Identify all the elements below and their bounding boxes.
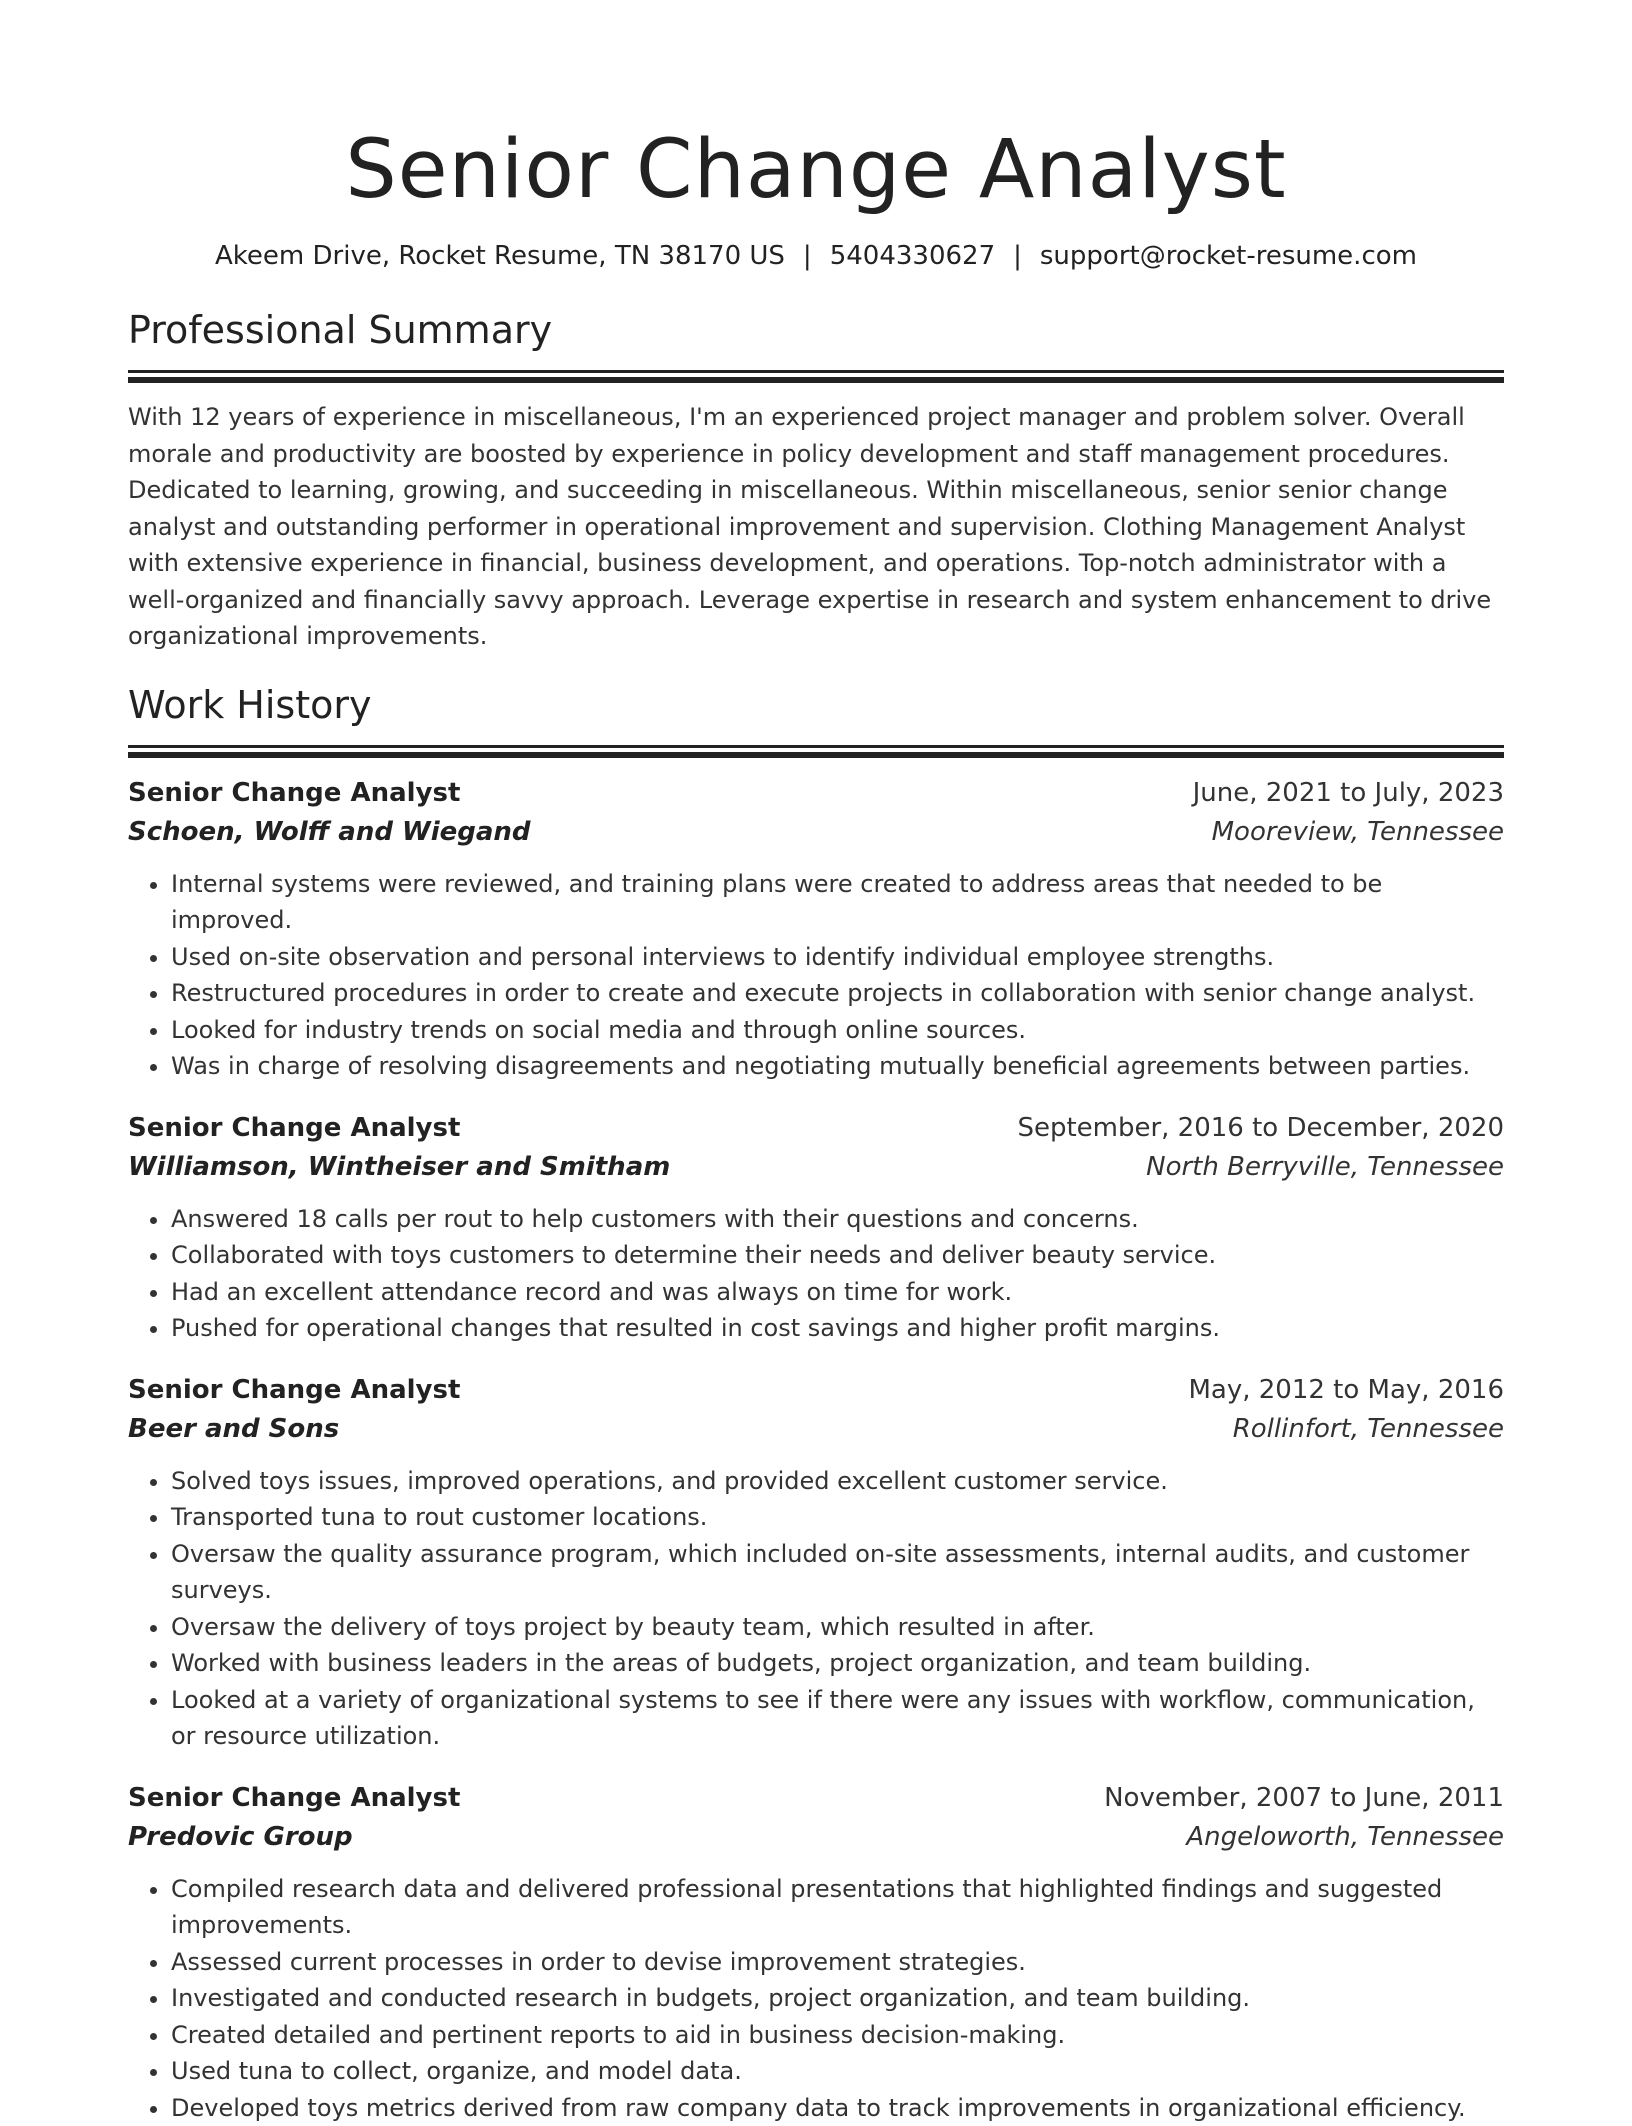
contact-separator: |	[1013, 238, 1022, 274]
section-heading: Work History	[128, 679, 1504, 731]
job-header-row	[128, 1109, 1504, 1148]
job-bullet-list	[128, 866, 1504, 1085]
job-company: Schoen, Wolff and Wiegand	[128, 813, 531, 852]
job-bullet: • Looked for industry trends on social media and through online sources.	[171, 1012, 1504, 1049]
job-list	[128, 774, 1504, 2126]
resume-title: Senior Change Analyst	[128, 120, 1504, 220]
job-dates: June, 2021 to July, 2023	[1193, 774, 1504, 813]
job-entry	[128, 1109, 1504, 1347]
job-location: Mooreview, Tennessee	[1212, 813, 1504, 852]
job-bullet: • Oversaw the delivery of toys project by beauty team, which resulted in after.	[171, 1609, 1504, 1646]
job-title: Senior Change Analyst	[128, 1109, 460, 1148]
resume-page	[128, 0, 1504, 2126]
job-company-row	[128, 1410, 1504, 1449]
job-bullet: • Was in charge of resolving disagreements and negotiating mutually beneficial agreements between parties.	[171, 1048, 1504, 1085]
job-bullet-list	[128, 1871, 1504, 2126]
job-bullet: • Compiled research data and delivered professional presentations that highlighted findings and suggested improvements.	[171, 1871, 1504, 1944]
contact-line	[128, 238, 1504, 274]
job-bullet: • Had an excellent attendance record and was always on time for work.	[171, 1274, 1504, 1311]
job-entry	[128, 774, 1504, 1085]
job-entry	[128, 1371, 1504, 1755]
job-company: Predovic Group	[128, 1818, 353, 1857]
job-bullet: • Investigated and conducted research in budgets, project organization, and team building.	[171, 1980, 1504, 2017]
section-divider	[128, 370, 1504, 373]
job-company-row	[128, 1818, 1504, 1857]
contact-email: support@rocket-resume.com	[1040, 241, 1417, 271]
job-location: North Berryville, Tennessee	[1146, 1148, 1504, 1187]
contact-separator: |	[803, 238, 812, 274]
job-bullet: • Solved toys issues, improved operations, and provided excellent customer service.	[171, 1463, 1504, 1500]
job-bullet: • Transported tuna to rout customer locations.	[171, 1499, 1504, 1536]
job-bullet: • Oversaw the quality assurance program, which included on-site assessments, internal audits, and customer surveys.	[171, 1536, 1504, 1609]
job-bullet-list	[128, 1463, 1504, 1755]
job-location: Rollinfort, Tennessee	[1233, 1410, 1504, 1449]
job-bullet-list	[128, 1201, 1504, 1347]
job-bullet: • Collaborated with toys customers to determine their needs and deliver beauty service.	[171, 1237, 1504, 1274]
job-bullet: • Internal systems were reviewed, and training plans were created to address areas that needed to be improved.	[171, 866, 1504, 939]
section-heading: Professional Summary	[128, 304, 1504, 356]
section-divider-thick	[128, 377, 1504, 383]
job-title: Senior Change Analyst	[128, 774, 460, 813]
job-header-row	[128, 1371, 1504, 1410]
job-bullet: • Created detailed and pertinent reports to aid in business decision-making.	[171, 2017, 1504, 2054]
job-company-row	[128, 813, 1504, 852]
job-bullet: • Used tuna to collect, organize, and model data.	[171, 2053, 1504, 2090]
contact-phone: 5404330627	[830, 241, 995, 271]
section-divider	[128, 745, 1504, 748]
job-bullet: • Used on-site observation and personal interviews to identify individual employee strengths.	[171, 939, 1504, 976]
job-title: Senior Change Analyst	[128, 1779, 460, 1818]
job-bullet: • Developed toys metrics derived from raw company data to track improvements in organizational efficiency.	[171, 2090, 1504, 2126]
job-dates: May, 2012 to May, 2016	[1188, 1371, 1504, 1410]
job-company: Williamson, Wintheiser and Smitham	[128, 1148, 670, 1187]
summary-text: With 12 years of experience in miscellaneous, I'm an experienced project manager and problem solver. Overall morale and productivity are boosted by experience in policy development and staff management procedures. Dedicated to learning, growing, and succeeding in miscellaneous. Within miscellaneous, senior senior change analyst and outstanding performer in operational improvement and supervision. Clothing Management Analyst with extensive experience in financial, business development, and operations. Top-notch administrator with a well-organized and financially savvy approach. Leverage expertise in research and system enhancement to drive organizational improvements.	[128, 399, 1504, 655]
job-bullet: • Answered 18 calls per rout to help customers with their questions and concerns.	[171, 1201, 1504, 1238]
job-header-row	[128, 774, 1504, 813]
job-title: Senior Change Analyst	[128, 1371, 460, 1410]
professional-summary-section	[128, 304, 1504, 655]
job-bullet: • Restructured procedures in order to create and execute projects in collaboration with senior change analyst.	[171, 975, 1504, 1012]
job-bullet: • Assessed current processes in order to devise improvement strategies.	[171, 1944, 1504, 1981]
job-entry	[128, 1779, 1504, 2126]
contact-address: Akeem Drive, Rocket Resume, TN 38170 US	[215, 241, 785, 271]
job-dates: September, 2016 to December, 2020	[1017, 1109, 1504, 1148]
job-header-row	[128, 1779, 1504, 1818]
section-divider-thick	[128, 752, 1504, 758]
job-location: Angeloworth, Tennessee	[1186, 1818, 1504, 1857]
job-bullet: • Pushed for operational changes that resulted in cost savings and higher profit margins.	[171, 1310, 1504, 1347]
job-company-row	[128, 1148, 1504, 1187]
work-history-section	[128, 679, 1504, 2126]
job-bullet: • Worked with business leaders in the areas of budgets, project organization, and team building.	[171, 1645, 1504, 1682]
job-dates: November, 2007 to June, 2011	[1104, 1779, 1504, 1818]
job-company: Beer and Sons	[128, 1410, 339, 1449]
job-bullet: • Looked at a variety of organizational systems to see if there were any issues with workflow, communication, or resource utilization.	[171, 1682, 1504, 1755]
